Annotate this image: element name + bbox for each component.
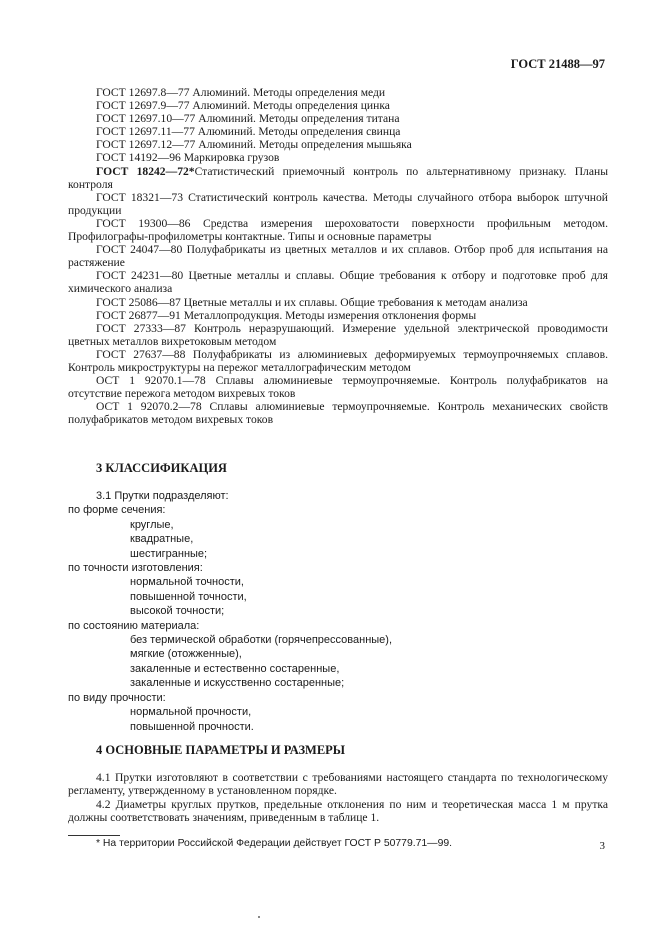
classification-block <box>68 489 608 734</box>
reference-code: ГОСТ 24231—80 <box>96 269 184 283</box>
reference-code: ГОСТ 24047—80 <box>96 243 183 257</box>
reference-item <box>68 217 608 243</box>
reference-item <box>68 309 608 322</box>
reference-item <box>68 86 608 99</box>
reference-code: ГОСТ 26877—91 <box>96 308 181 322</box>
classification-item: закаленные и искусственно состаренные; <box>130 677 345 690</box>
reference-code: ГОСТ 27333—87 <box>96 321 186 335</box>
reference-title: Статистический приемочный контроль по альтернативному признаку. Планы контроля <box>68 164 608 191</box>
reference-title: Контроль неразрушающий. Измерение удельной электрической проводимости цветных металлов вихретоковым методом <box>68 321 608 348</box>
reference-item <box>68 165 608 191</box>
reference-title: Сплавы алюминиевые термоупрочняемые. Контроль полуфабрикатов на отсутствие пережога методом вихревых токов <box>68 374 608 401</box>
classification-item: повышенной точности, <box>130 590 247 603</box>
classification-group-label: по точности изготовления: <box>68 562 203 575</box>
classification-item: нормальной прочности, <box>130 706 252 719</box>
reference-item <box>68 374 608 400</box>
classification-group-label: по состоянию материала: <box>68 619 200 632</box>
classification-item: нормальной точности, <box>130 576 244 589</box>
reference-item <box>68 191 608 217</box>
reference-item <box>68 99 608 112</box>
reference-title: Полуфабрикаты из цветных металлов и их сплавов. Отбор проб для испытания на растяжение <box>68 243 608 270</box>
paragraph-4-2: 4.2 Диаметры круглых прутков, предельные отклонения по ним и теоретическая масса 1 м прутка должны соответствовать значениям, приведенным в таблице 1. <box>68 797 608 824</box>
reference-title: Алюминий. Методы определения меди <box>189 86 386 99</box>
scan-speck <box>258 916 260 918</box>
classification-intro: 3.1 Прутки подразделяют: <box>96 490 229 502</box>
reference-title: Металлопродукция. Методы измерения отклонения формы <box>180 308 477 322</box>
reference-title: Алюминий. Методы определения титана <box>195 112 400 126</box>
reference-code: ГОСТ 12697.8—77 <box>96 86 190 99</box>
classification-item: без термической обработки (горячепрессованные), <box>130 634 393 647</box>
reference-item <box>68 348 608 374</box>
reference-code: ГОСТ 18321—73 <box>96 190 184 204</box>
reference-code: ГОСТ 12697.11—77 <box>96 125 195 139</box>
classification-item: повышенной прочности. <box>130 720 254 733</box>
reference-code: ОСТ 1 92070.1—78 <box>96 374 206 388</box>
footnote: * На территории Российской Федерации действует ГОСТ Р 50779.71—99. <box>96 838 453 849</box>
reference-item <box>68 151 608 164</box>
reference-code: ГОСТ 12697.10—77 <box>96 112 196 126</box>
section-4-heading: 4 ОСНОВНЫЕ ПАРАМЕТРЫ И РАЗМЕРЫ <box>96 743 346 757</box>
reference-title: Цветные металлы и их сплавы. Общие требования к методам анализа <box>180 295 528 309</box>
reference-title: Цветные металлы и сплавы. Общие требования к отбору и подготовке проб для химического анализа <box>68 269 608 296</box>
reference-item <box>68 400 608 426</box>
page-number: 3 <box>599 840 605 852</box>
reference-title: Маркировка грузов <box>180 151 280 165</box>
classification-item: шестигранные; <box>130 547 208 560</box>
reference-item <box>68 296 608 309</box>
classification-group-label: по форме сечения: <box>68 504 166 517</box>
reference-item <box>68 125 608 138</box>
reference-title: Полуфабрикаты из алюминиевых деформируемых термоупрочняемых сплавов. Контроль микроструктуры на пережог металлографическим методом <box>68 347 608 374</box>
reference-code: ГОСТ 12697.12—77 <box>96 138 196 152</box>
reference-item <box>68 243 608 269</box>
reference-title: Средства измерения шероховатости поверхности профильным методом. Профилографы-профилометры контактные. Типы и основные параметры <box>68 216 608 244</box>
classification-item: круглые, <box>130 518 174 531</box>
reference-item <box>68 112 608 125</box>
classification-item: высокой точности; <box>130 605 225 618</box>
reference-title: Статистический контроль качества. Методы случайного отбора выборок штучной продукции <box>68 190 608 217</box>
classification-group-label: по виду прочности: <box>68 691 166 704</box>
reference-title: Сплавы алюминиевые термоупрочняемые. Контроль механических свойств полуфабрикатов методом вихревых токов <box>68 400 608 427</box>
reference-item <box>68 138 608 151</box>
reference-code: ГОСТ 14192—96 <box>96 151 181 165</box>
paragraph-4-1: 4.1 Прутки изготовляют в соответствии с требованиями настоящего стандарта по технологическому регламенту, утвержденному в установленном порядке. <box>68 771 608 798</box>
classification-item: мягкие (отожженные), <box>130 648 242 661</box>
reference-item <box>68 322 608 348</box>
reference-title: Алюминий. Методы определения цинка <box>189 99 390 113</box>
reference-code: ГОСТ 18242—72* <box>96 164 195 178</box>
reference-code: ГОСТ 25086—87 <box>96 295 181 309</box>
classification-item: закаленные и естественно состаренные, <box>130 662 340 675</box>
reference-title: Алюминий. Методы определения мышьяка <box>195 138 412 152</box>
footnote-rule <box>68 835 120 836</box>
classification-item: квадратные, <box>130 533 194 546</box>
normative-references <box>68 86 608 426</box>
standard-header: ГОСТ 21488—97 <box>510 57 605 71</box>
reference-title: Алюминий. Методы определения свинца <box>194 125 401 139</box>
classification-groups <box>68 503 608 734</box>
reference-code: ГОСТ 19300—86 <box>96 216 191 230</box>
reference-code: ГОСТ 12697.9—77 <box>96 99 190 113</box>
reference-code: ОСТ 1 92070.2—78 <box>96 400 202 414</box>
section-4-body <box>68 771 608 824</box>
reference-code: ГОСТ 27637—88 <box>96 347 186 361</box>
reference-item <box>68 269 608 295</box>
section-3-heading: 3 КЛАССИФИКАЦИЯ <box>96 461 227 475</box>
